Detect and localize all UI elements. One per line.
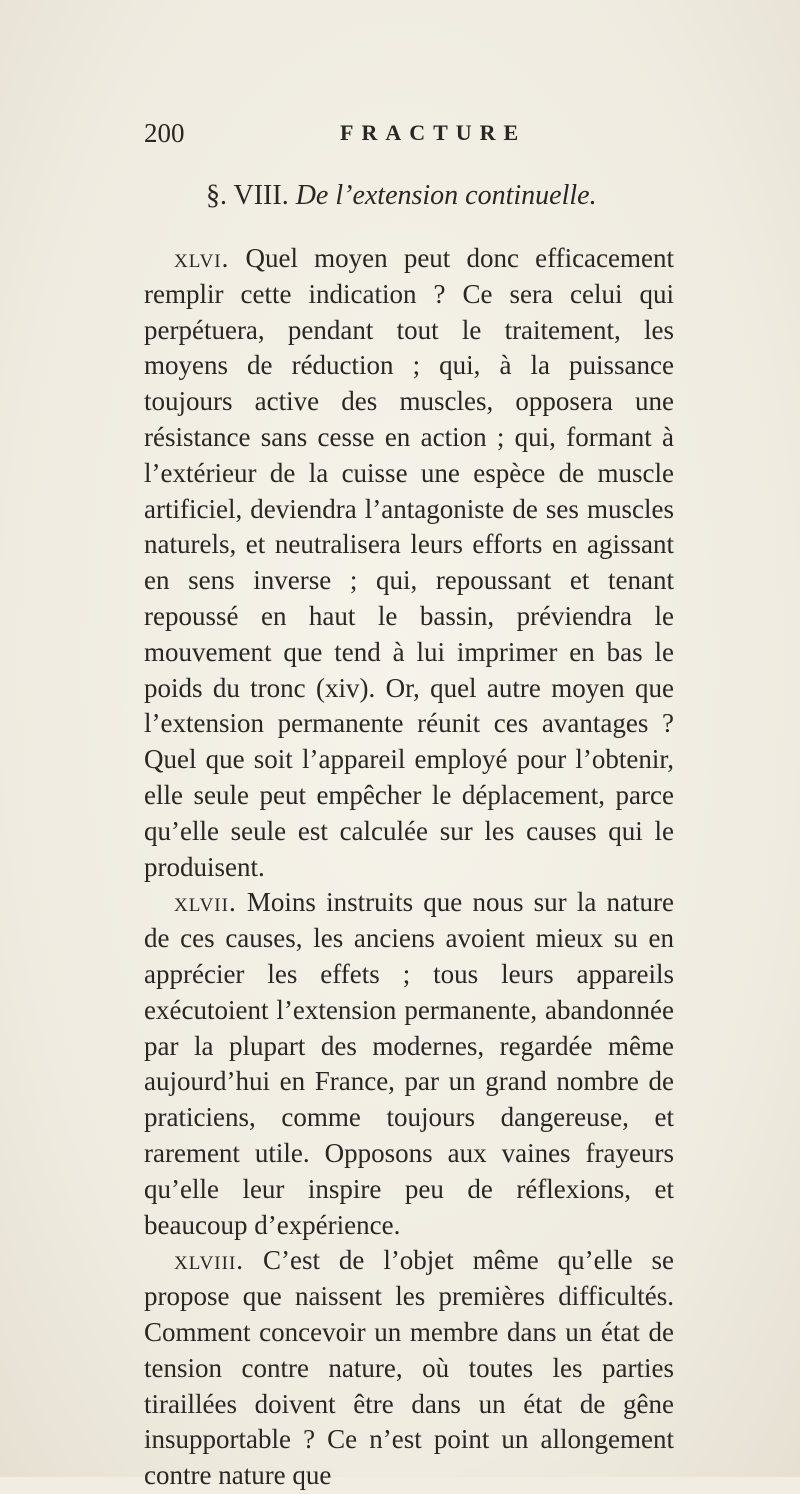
paragraph-xlvii: [144, 885, 674, 1243]
section-number: §. VIII.: [206, 180, 289, 211]
paragraph-text: Moins instruits que nous sur la nature de ces causes, les anciens avoient mieux su en apprécier les effets ; tous leurs appareils exécutoient l’extension permanente, abandonnée par la plupart des modernes, regardée même aujourd’hui en France, par un grand nombre de praticiens, comme toujours dangereuse, et rarement utile. Opposons aux vaines frayeurs qu’elle leur inspire peu de réflexions, et beaucoup d’expérience.: [144, 887, 674, 1240]
section-heading: [206, 180, 597, 212]
running-head: FRACTURE: [340, 120, 527, 145]
page-number: 200: [144, 118, 185, 148]
paragraph-number: xlvii.: [174, 887, 237, 918]
paragraph-text: Quel moyen peut donc efficacement remplir cette indication ? Ce sera celui qui perpétuera, pendant tout le traitement, les moyens de réduction ; qui, à la puissance toujours active des muscles, opposera une résistance sans cesse en action ; qui, formant à l’extérieur de la cuisse une espèce de muscle artificiel, deviendra l’antagoniste de ses muscles naturels, et neutralisera leurs efforts en agissant en sens inverse ; qui, repoussant et tenant repoussé en haut le bassin, préviendra le mouvement que tend à lui imprimer en bas le poids du tronc (xiv). Or, quel autre moyen que l’extension permanente réunit ces avantages ? Quel que soit l’appareil employé pour l’obtenir, elle seule peut empêcher le déplacement, parce qu’elle seule est calculée sur les causes qui le produisent.: [144, 243, 675, 882]
body-text: [144, 241, 674, 1494]
paragraph-number: xlviii.: [174, 1245, 245, 1276]
section-title: De l’extension continuelle.: [295, 180, 597, 211]
paragraph-number: xlvi.: [174, 243, 230, 273]
paragraph-xlvi: [144, 241, 674, 885]
paragraph-xlviii: [144, 1243, 674, 1494]
paragraph-text: C’est de l’objet même qu’elle se propose que naissent les premières difficultés. Comment concevoir un membre dans un état de tension contre nature, où toutes les parties tiraillées doivent être dans un état de gêne insupportable ? Ce n’est point un allongement contre nature que: [144, 1245, 674, 1491]
